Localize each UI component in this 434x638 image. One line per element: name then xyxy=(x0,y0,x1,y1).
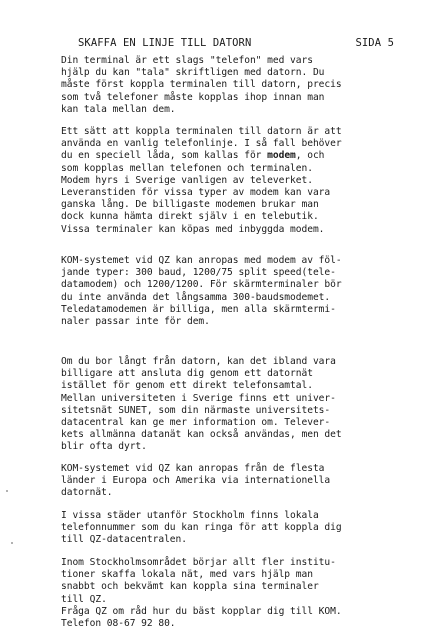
paragraph-3: KOM-systemet vid QZ kan anropas med modem av föl- jande typer: 300 baud, 1200/75 split speed(tele- datamodem) och 1200/1200. För skärmterminaler bör du inte använda det långsamma 300-baudsmodemet. Teledatamodemen är billiga, men alla skärmtermi- naler passar inte för dem. xyxy=(61,255,342,328)
paragraph-6: I vissa städer utanför Stockholm finns lokala telefonnummer som du kan ringa för att koppla dig till QZ-datacentralen. xyxy=(61,510,342,546)
scan-speck xyxy=(6,490,8,492)
paragraph-5: KOM-systemet vid QZ kan anropas från de flesta länder i Europa och Amerika via internationella datornät. xyxy=(61,463,331,499)
paragraph-4: Om du bor långt från datorn, kan det ibland vara billigare att ansluta dig genom ett datornät istället för genom ett direkt telefonsamtal. Mellan universiteten i Sverige finns ett univer- sitetsnät SUNET, som din närmaste universitets- datacentral kan ge mer information om. Telever- kets allmänna datanät kan också användas, men det blir ofta dyrt. xyxy=(61,356,342,453)
paragraph-8: Fråga QZ om råd hur du bäst kopplar dig till KOM. Telefon 08-67 92 80. xyxy=(61,606,342,630)
scan-speck xyxy=(11,542,13,544)
paragraph-1: Din terminal är ett slags "telefon" med vars hjälp du kan "tala" skriftligen med datorn. Du måste först koppla terminalen till datorn, precis som två telefoner måste kopplas ihop innan man kan tala mellan dem. xyxy=(61,55,342,115)
paragraph-2: Ett sätt att koppla terminalen till datorn är att använda en vanlig telefonlinje. I så fall behöver du en speciell låda, som kallas för modem, och som kopplas mellan telefonen och terminalen. Modem hyrs i Sverige vanligen av televerket. Leveranstiden för vissa typer av modem kan vara ganska lång. De billigaste modemen brukar man dock kunna hämta direkt själv i en telebutik. Vissa terminaler kan köpas med inbyggda modem. xyxy=(61,126,342,235)
page-number: SIDA 5 xyxy=(355,37,394,49)
page-header xyxy=(78,37,394,49)
paragraph-7: Inom Stockholmsområdet börjar allt fler institu- tioner skaffa lokala nät, med vars hjälp man snabbt och bekvämt kan koppla sina terminaler till QZ. xyxy=(61,557,336,605)
header-title: SKAFFA EN LINJE TILL DATORN xyxy=(78,37,252,49)
emphasis-modem: modem xyxy=(267,150,296,162)
